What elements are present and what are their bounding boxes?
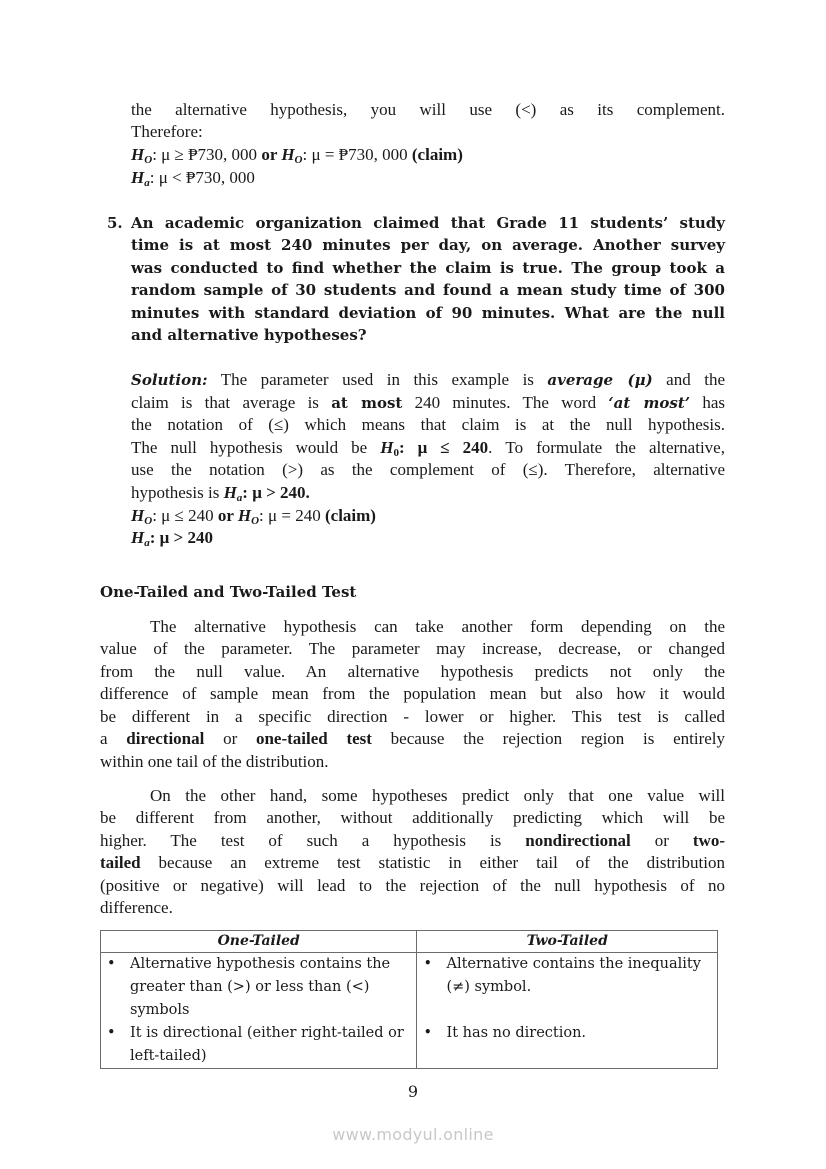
problem-line: An academic organization claimed that Grade 11 students’ study [131, 214, 725, 232]
watermark: www.modyul.online [332, 1125, 494, 1144]
paragraph-line: from the null value. An alternative hypothesis predicts not only the [100, 662, 725, 681]
problem-line: time is at most 240 minutes per day, on average. Another survey [131, 236, 725, 254]
null-hypothesis-240: $H_O$: μ ≤ 240 or $H_O$: μ = 240 (claim) [131, 506, 376, 527]
page-number: 9 [407, 1082, 419, 1101]
solution-line-6: hypothesis is $H_a$: μ > 240. [131, 483, 310, 504]
list-item: • It is directional (either right-tailed or left-tailed) [101, 1022, 416, 1068]
problem-line: minutes with standard deviation of 90 minutes. What are the null [131, 304, 725, 322]
continuation-line-1: the alternative hypothesis, you will use (<) as its complement. [131, 100, 725, 119]
section-heading: One-Tailed and Two-Tailed Test [100, 583, 357, 601]
paragraph-line: a directional or one-tailed test because the rejection region is entirely [100, 729, 725, 748]
null-hypothesis-730000: $H_O$: μ ≥ ₱730, 000 or $H_O$: μ = ₱730, 000 (claim) [131, 145, 463, 166]
header-one-tailed: One-Tailed [101, 931, 417, 953]
solution-line-1: Solution: The parameter used in this example is average (μ) and the [131, 370, 725, 389]
solution-line-5: use the notation (>) as the complement of (≤). Therefore, alternative [131, 460, 725, 479]
paragraph-line: difference. [100, 898, 173, 917]
paragraph-line: within one tail of the distribution. [100, 752, 329, 771]
list-item: • It has no direction. [417, 1022, 717, 1045]
paragraph-line: be different from another, without additionally predicting which will be [100, 808, 725, 827]
paragraph-line: value of the parameter. The parameter may increase, decrease, or changed [100, 639, 725, 658]
problem-line: and alternative hypotheses? [131, 326, 367, 344]
paragraph-line: The alternative hypothesis can take another form depending on the [150, 617, 725, 636]
solution-line-4: The null hypothesis would be $H_0$: μ ≤ 240. To formulate the alternative, [131, 438, 725, 459]
solution-line-2: claim is that average is at most 240 minutes. The word ‘at most’ has [131, 393, 725, 412]
paragraph-line: difference of sample mean from the population mean but also how it would [100, 684, 725, 703]
one-tailed-cell [101, 953, 417, 1069]
comparison-table [100, 930, 718, 1069]
paragraph-line: higher. The test of such a hypothesis is nondirectional or two- [100, 831, 725, 850]
two-tailed-cell [417, 953, 718, 1069]
problem-line: random sample of 30 students and found a mean study time of 300 [131, 281, 725, 299]
table-row [101, 953, 718, 1069]
paragraph-line: On the other hand, some hypotheses predict only that one value will [150, 786, 725, 805]
alternative-hypothesis-730000: $H_a$: μ < ₱730, 000 [131, 168, 255, 189]
table-header-row [101, 931, 718, 953]
problem-line: was conducted to find whether the claim is true. The group took a [131, 259, 725, 277]
paragraph-line: be different in a specific direction - lower or higher. This test is called [100, 707, 725, 726]
paragraph-line: (positive or negative) will lead to the rejection of the null hypothesis of no [100, 876, 725, 895]
alternative-hypothesis-240: $H_a$: μ > 240 [131, 528, 213, 549]
problem-number: 5. [107, 214, 123, 232]
paragraph-line: tailed because an extreme test statistic in either tail of the distribution [100, 853, 725, 872]
list-item: • Alternative hypothesis contains the greater than (>) or less than (<) symbols [101, 953, 416, 1022]
continuation-line-2: Therefore: [131, 122, 203, 141]
solution-line-3: the notation of (≤) which means that claim is at the null hypothesis. [131, 415, 725, 434]
list-item: • Alternative contains the inequality (≠) symbol. [417, 953, 717, 999]
header-two-tailed: Two-Tailed [417, 931, 718, 953]
